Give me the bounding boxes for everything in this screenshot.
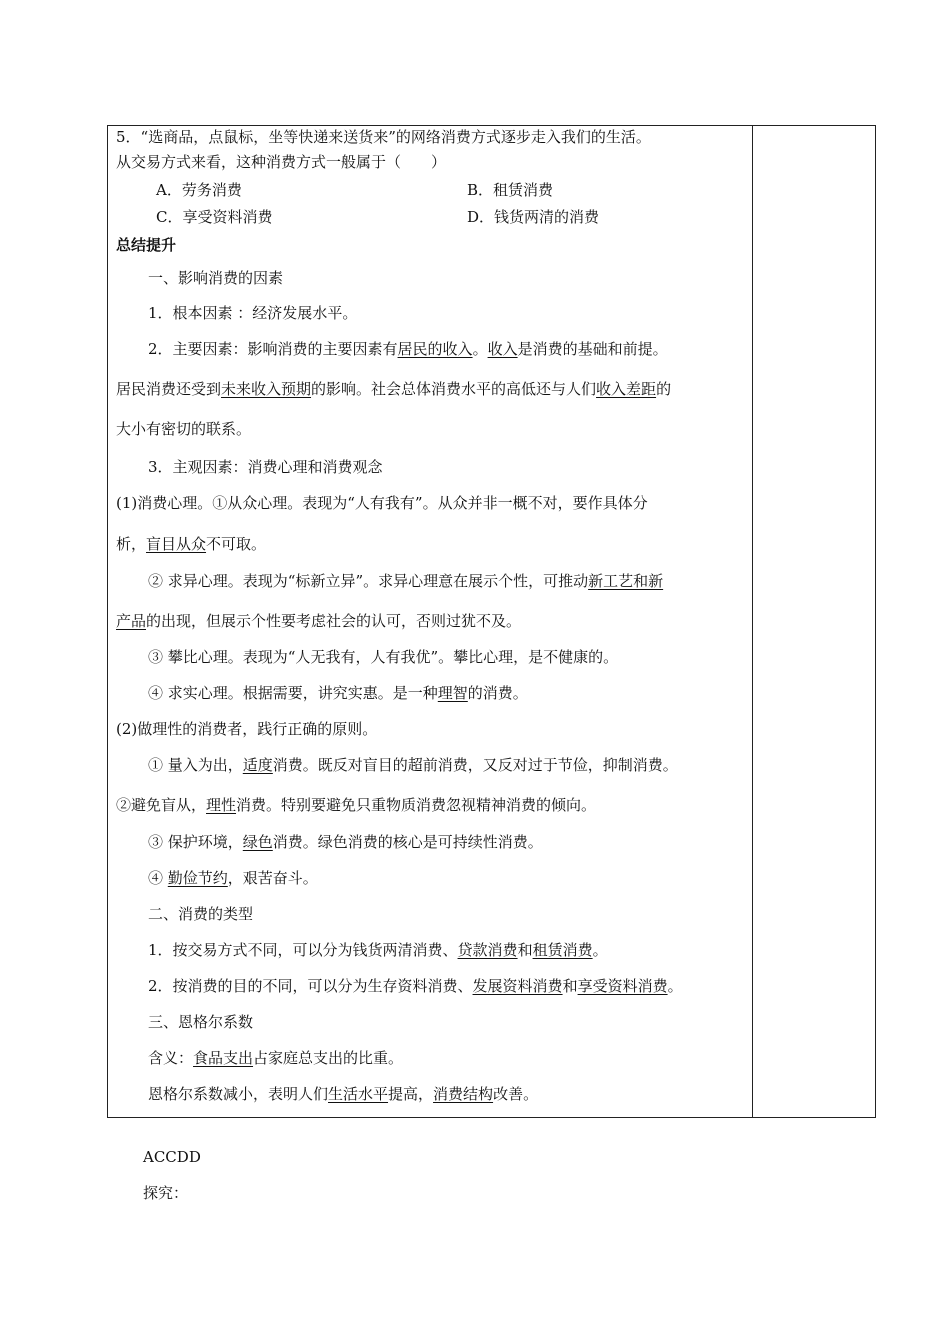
blank-answer: 未来收入预期 bbox=[221, 380, 312, 398]
blank-answer: 收入 bbox=[487, 340, 518, 358]
option-a: A．劳务消费 bbox=[156, 181, 242, 199]
principle-4: ④ 勤俭节约，艰苦奋斗。 bbox=[148, 869, 318, 887]
option-c: C．享受资料消费 bbox=[156, 208, 273, 226]
factor-2-cont: 居民消费还受到未来收入预期的影响。社会总体消费水平的高低还与人们收入差距的 bbox=[116, 380, 672, 398]
table-column-divider bbox=[752, 125, 753, 1118]
section-heading: 总结提升 bbox=[116, 236, 177, 254]
rational-consumer: (2)做理性的消费者，践行正确的原则。 bbox=[116, 720, 378, 738]
psychology-2-cont: 产品的出现，但展示个性要考虑社会的认可，否则过犹不及。 bbox=[116, 612, 522, 630]
explore-label: 探究： bbox=[143, 1184, 189, 1202]
blank-answer: 收入差距 bbox=[596, 380, 657, 398]
factor-3: 3．主观因素：消费心理和消费观念 bbox=[148, 458, 383, 476]
psychology-3: ③ 攀比心理。表现为“人无我有，人有我优”。攀比心理，是不健康的。 bbox=[148, 648, 619, 666]
section-3-title: 三、恩格尔系数 bbox=[148, 1013, 254, 1031]
blank-answer: 贷款消费 bbox=[457, 941, 518, 959]
option-b: B．租赁消费 bbox=[467, 181, 554, 199]
engel-definition: 含义：食品支出占家庭总支出的比重。 bbox=[148, 1049, 404, 1067]
psychology-2: ② 求异心理。表现为“标新立异”。求异心理意在展示个性，可推动新工艺和新 bbox=[148, 572, 664, 590]
blank-answer: 适度 bbox=[242, 756, 273, 774]
factor-1: 1．根本因素 ：经济发展水平。 bbox=[148, 304, 358, 322]
blank-answer: 居民的收入 bbox=[397, 340, 473, 358]
section-1-title: 一、影响消费的因素 bbox=[148, 269, 284, 287]
blank-answer: 盲目从众 bbox=[146, 535, 207, 553]
psychology-1: (1)消费心理。①从众心理。表现为“人有我有”。从众并非一概不对，要作具体分 bbox=[116, 494, 648, 512]
blank-answer: 绿色 bbox=[242, 833, 273, 851]
question-5-line-1: 5．“选商品，点鼠标，坐等快递来送货来”的网络消费方式逐步走入我们的生活。 bbox=[116, 128, 651, 146]
factor-2-end: 大小有密切的联系。 bbox=[116, 420, 252, 438]
blank-answer: 理智 bbox=[437, 684, 468, 702]
psychology-1-cont: 析，盲目从众不可取。 bbox=[116, 535, 267, 553]
blank-answer: 发展资料消费 bbox=[472, 977, 563, 995]
type-2: 2．按消费的目的不同，可以分为生存资料消费、发展资料消费和享受资料消费。 bbox=[148, 977, 683, 995]
psychology-4: ④ 求实心理。根据需要，讲究实惠。是一种理智的消费。 bbox=[148, 684, 528, 702]
principle-3: ③ 保护环境，绿色消费。绿色消费的核心是可持续性消费。 bbox=[148, 833, 543, 851]
principle-1: ① 量入为出，适度消费。既反对盲目的超前消费，又反对过于节俭，抑制消费。 bbox=[148, 756, 678, 774]
blank-answer: 勤俭节约 bbox=[167, 869, 228, 887]
answer-key: ACCDD bbox=[143, 1148, 201, 1166]
engel-meaning: 恩格尔系数减小，表明人们生活水平提高，消费结构改善。 bbox=[148, 1085, 539, 1103]
option-d: D．钱货两清的消费 bbox=[467, 208, 600, 226]
blank-answer: 生活水平 bbox=[328, 1085, 389, 1103]
blank-answer: 理性 bbox=[206, 796, 237, 814]
blank-answer: 消费结构 bbox=[433, 1085, 494, 1103]
section-2-title: 二、消费的类型 bbox=[148, 905, 254, 923]
blank-answer: 享受资料消费 bbox=[577, 977, 668, 995]
blank-answer: 产品 bbox=[116, 612, 147, 630]
blank-answer: 租赁消费 bbox=[532, 941, 593, 959]
factor-2: 2．主要因素：影响消费的主要因素有居民的收入。收入是消费的基础和前提。 bbox=[148, 340, 668, 358]
question-5-line-2: 从交易方式来看，这种消费方式一般属于（ ） bbox=[116, 153, 447, 171]
blank-answer: 新工艺和新 bbox=[588, 572, 664, 590]
type-1: 1．按交易方式不同，可以分为钱货两清消费、贷款消费和租赁消费。 bbox=[148, 941, 608, 959]
blank-answer: 食品支出 bbox=[193, 1049, 254, 1067]
principle-2: ②避免盲从，理性消费。特别要避免只重物质消费忽视精神消费的倾向。 bbox=[116, 796, 597, 814]
